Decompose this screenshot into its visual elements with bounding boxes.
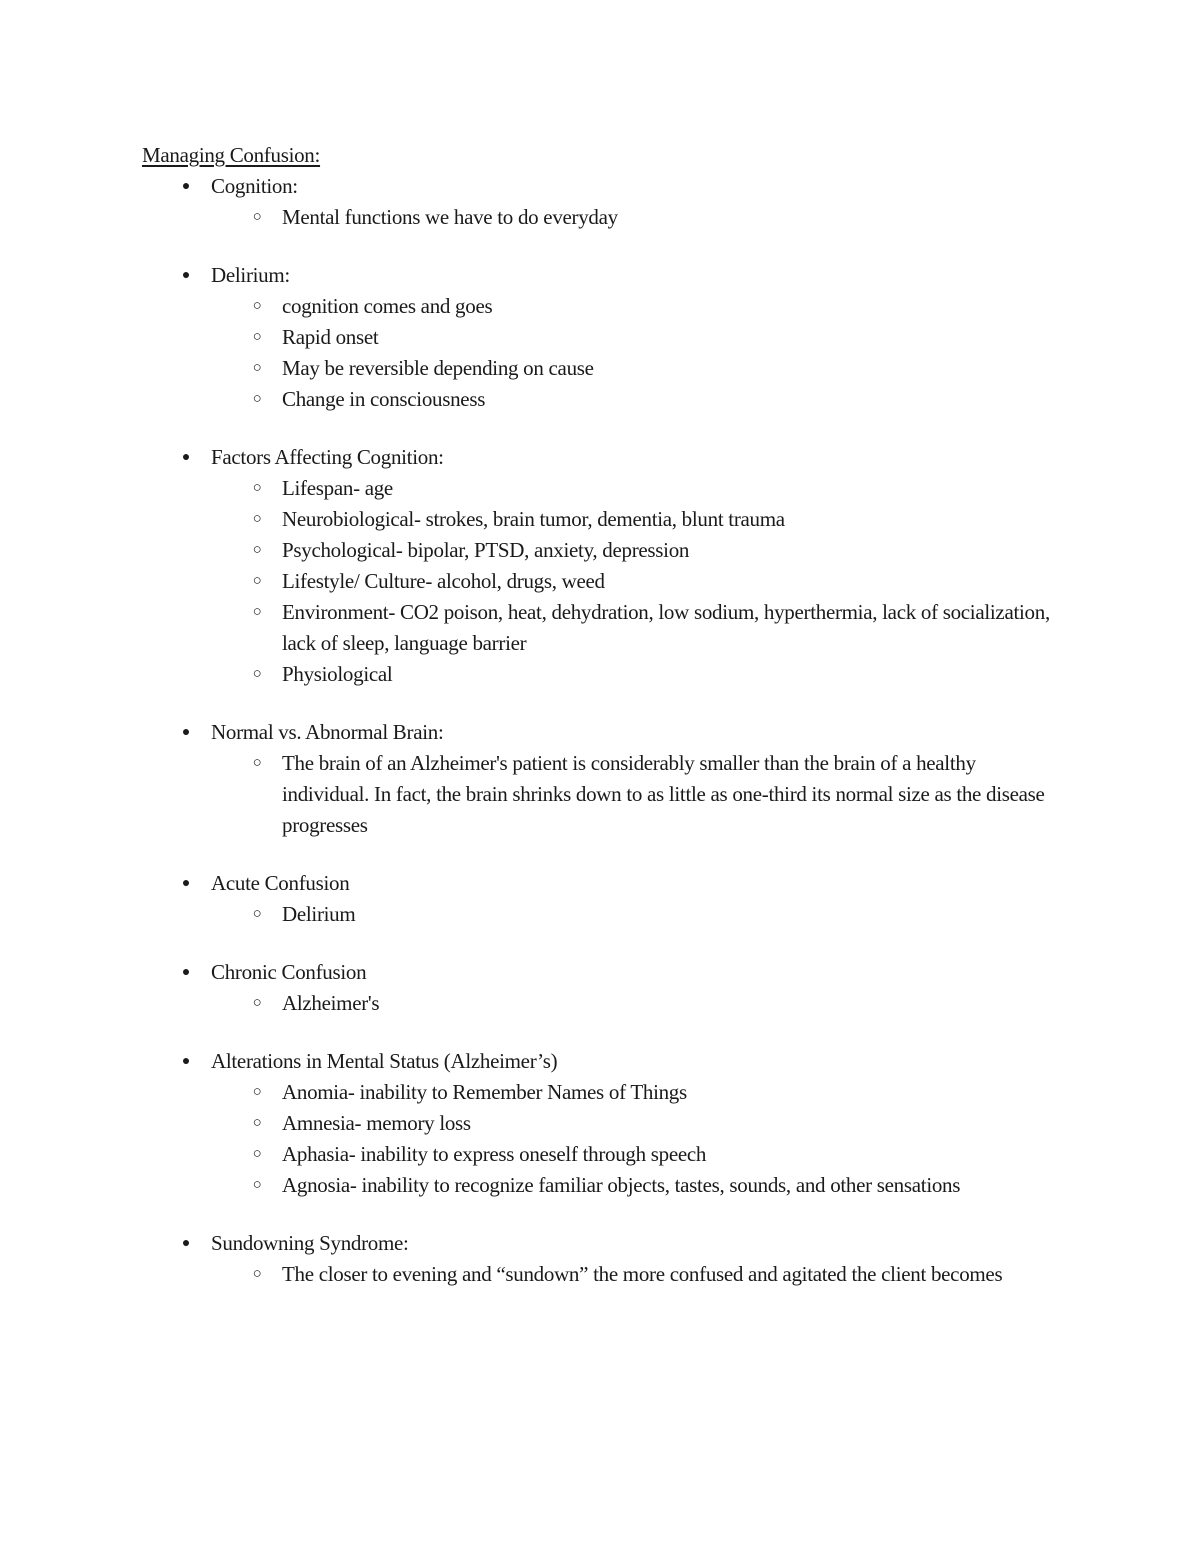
hollow-bullet-icon: ○ — [252, 906, 262, 922]
hollow-bullet-icon: ○ — [252, 329, 262, 345]
filled-bullet-icon: ● — [181, 179, 191, 194]
section-factors — [142, 442, 1062, 690]
list-item-text: Lifespan- age — [282, 476, 393, 500]
hollow-bullet-icon: ○ — [252, 1115, 262, 1131]
section-heading — [142, 260, 1062, 291]
list-item — [142, 504, 1062, 535]
list-item-text: Amnesia- memory loss — [282, 1111, 471, 1135]
hollow-bullet-icon: ○ — [252, 209, 262, 225]
sub-list — [142, 1259, 1062, 1290]
section-heading — [142, 868, 1062, 899]
section-heading — [142, 171, 1062, 202]
list-item — [142, 566, 1062, 597]
sub-list — [142, 291, 1062, 415]
sub-list — [142, 202, 1062, 233]
document-body — [142, 140, 1062, 1317]
list-item — [142, 659, 1062, 690]
list-item-text: Alzheimer's — [282, 991, 380, 1015]
list-item-text: Change in consciousness — [282, 387, 486, 411]
list-item — [142, 535, 1062, 566]
list-item-text: Psychological- bipolar, PTSD, anxiety, depression — [282, 538, 690, 562]
list-item-text: Neurobiological- strokes, brain tumor, dementia, blunt trauma — [282, 507, 785, 531]
hollow-bullet-icon: ○ — [252, 511, 262, 527]
list-item — [142, 353, 1062, 384]
filled-bullet-icon: ● — [181, 1236, 191, 1251]
hollow-bullet-icon: ○ — [252, 755, 262, 771]
list-item — [142, 597, 1062, 659]
list-item-text: Delirium — [282, 902, 356, 926]
section-cognition — [142, 171, 1062, 233]
section-heading-text: Cognition: — [211, 174, 298, 198]
section-heading — [142, 1228, 1062, 1259]
section-heading — [142, 717, 1062, 748]
list-item-text: Physiological — [282, 662, 393, 686]
section-normal-vs-abnormal — [142, 717, 1062, 841]
hollow-bullet-icon: ○ — [252, 573, 262, 589]
section-heading — [142, 1046, 1062, 1077]
hollow-bullet-icon: ○ — [252, 666, 262, 682]
list-item-text: May be reversible depending on cause — [282, 356, 594, 380]
filled-bullet-icon: ● — [181, 876, 191, 891]
hollow-bullet-icon: ○ — [252, 604, 262, 620]
section-sundowning — [142, 1228, 1062, 1290]
list-item — [142, 748, 1062, 841]
list-item-text: Aphasia- inability to express oneself through speech — [282, 1142, 707, 1166]
list-item — [142, 1077, 1062, 1108]
list-item-text: cognition comes and goes — [282, 294, 493, 318]
list-item-text: Agnosia- inability to recognize familiar objects, tastes, sounds, and other sensations — [282, 1173, 961, 1197]
section-acute-confusion — [142, 868, 1062, 930]
hollow-bullet-icon: ○ — [252, 1084, 262, 1100]
list-item — [142, 473, 1062, 504]
sub-list — [142, 1077, 1062, 1201]
hollow-bullet-icon: ○ — [252, 391, 262, 407]
hollow-bullet-icon: ○ — [252, 542, 262, 558]
list-item — [142, 291, 1062, 322]
hollow-bullet-icon: ○ — [252, 360, 262, 376]
section-heading — [142, 957, 1062, 988]
list-item — [142, 1108, 1062, 1139]
list-item-text: Environment- CO2 poison, heat, dehydration, low sodium, hyperthermia, lack of socialization, lack of sleep, language barrier — [282, 600, 1050, 655]
section-heading-text: Sundowning Syndrome: — [211, 1231, 409, 1255]
hollow-bullet-icon: ○ — [252, 298, 262, 314]
filled-bullet-icon: ● — [181, 725, 191, 740]
page-title: Managing Confusion: — [142, 143, 321, 167]
hollow-bullet-icon: ○ — [252, 995, 262, 1011]
section-heading-text: Acute Confusion — [211, 871, 350, 895]
sub-list — [142, 988, 1062, 1019]
sub-list — [142, 748, 1062, 841]
filled-bullet-icon: ● — [181, 268, 191, 283]
list-item-text: Mental functions we have to do everyday — [282, 205, 618, 229]
hollow-bullet-icon: ○ — [252, 1177, 262, 1193]
sub-list — [142, 473, 1062, 690]
list-item — [142, 202, 1062, 233]
section-alterations — [142, 1046, 1062, 1201]
section-heading-text: Chronic Confusion — [211, 960, 367, 984]
filled-bullet-icon: ● — [181, 965, 191, 980]
list-item — [142, 1139, 1062, 1170]
list-item-text: The closer to evening and “sundown” the more confused and agitated the client becomes — [282, 1262, 1003, 1286]
list-item-text: Anomia- inability to Remember Names of Things — [282, 1080, 687, 1104]
list-item-text: Rapid onset — [282, 325, 379, 349]
sub-list — [142, 899, 1062, 930]
list-item — [142, 384, 1062, 415]
section-heading-text: Alterations in Mental Status (Alzheimer’s) — [211, 1049, 558, 1073]
section-heading — [142, 442, 1062, 473]
list-item-text: Lifestyle/ Culture- alcohol, drugs, weed — [282, 569, 605, 593]
section-chronic-confusion — [142, 957, 1062, 1019]
filled-bullet-icon: ● — [181, 1054, 191, 1069]
list-item-text: The brain of an Alzheimer's patient is considerably smaller than the brain of a healthy individual. In fact, the brain shrinks down to as little as one-third its normal size as the disease progresses — [282, 751, 1045, 837]
section-heading-text: Normal vs. Abnormal Brain: — [211, 720, 444, 744]
list-item — [142, 1170, 1062, 1201]
hollow-bullet-icon: ○ — [252, 1266, 262, 1282]
filled-bullet-icon: ● — [181, 450, 191, 465]
section-heading-text: Factors Affecting Cognition: — [211, 445, 444, 469]
section-delirium — [142, 260, 1062, 415]
list-item — [142, 322, 1062, 353]
list-item — [142, 988, 1062, 1019]
hollow-bullet-icon: ○ — [252, 480, 262, 496]
hollow-bullet-icon: ○ — [252, 1146, 262, 1162]
section-heading-text: Delirium: — [211, 263, 290, 287]
list-item — [142, 1259, 1062, 1290]
list-item — [142, 899, 1062, 930]
